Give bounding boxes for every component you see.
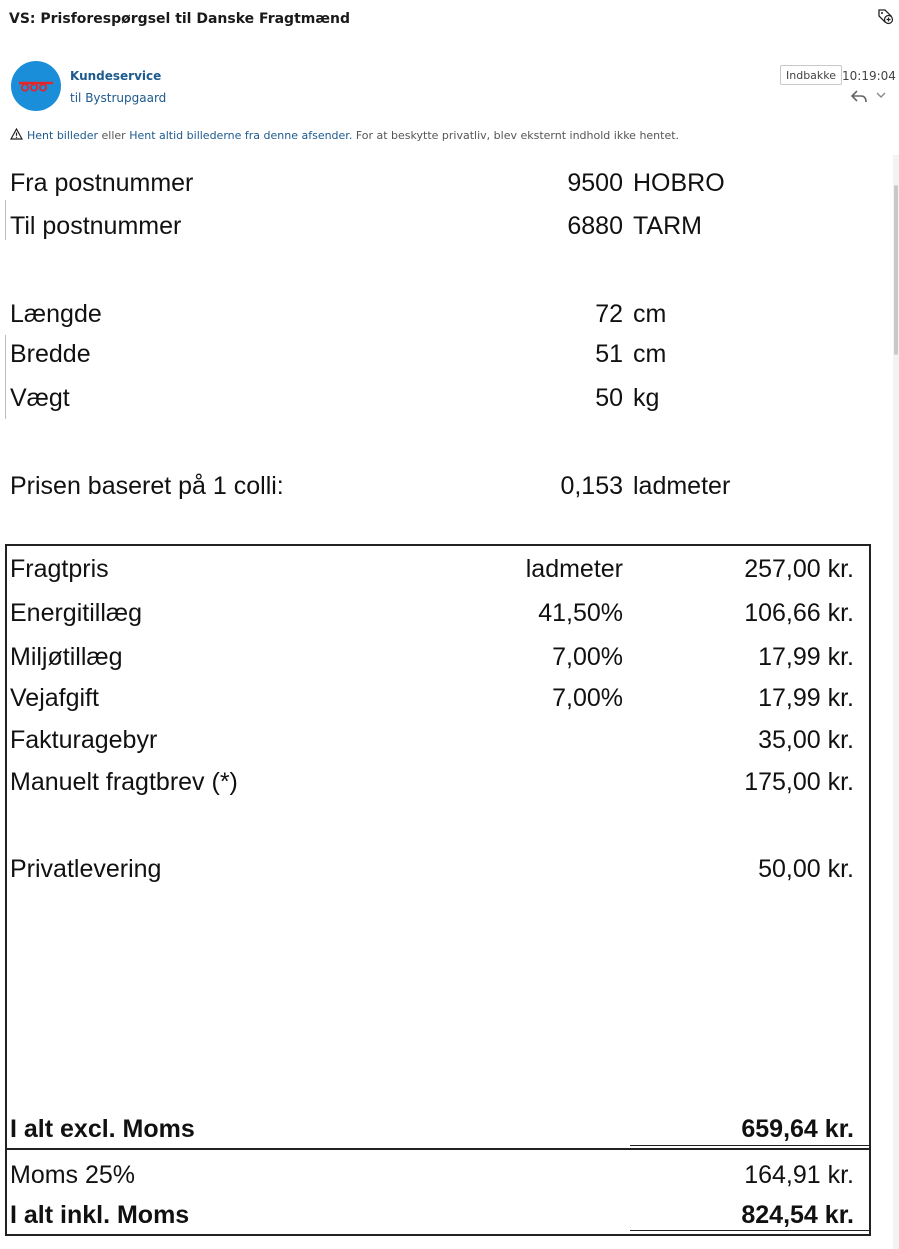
row-label: Fakturagebyr	[10, 726, 158, 754]
company-logo-icon	[16, 79, 56, 93]
chevron-down-icon[interactable]	[875, 90, 887, 100]
sender-avatar[interactable]	[11, 61, 61, 111]
total-double-underline	[630, 1230, 869, 1231]
recipient-line[interactable]: til Bystrupgaard	[70, 91, 167, 105]
row-label: Vejafgift	[10, 684, 99, 712]
cell-border	[5, 335, 6, 419]
width-label: Bredde	[10, 340, 91, 368]
total-amount: 824,54 kr.	[741, 1201, 854, 1229]
email-subject: VS: Prisforespørgsel til Danske Fragtmænd	[9, 11, 351, 27]
tag-add-icon[interactable]	[876, 7, 894, 25]
notice-text-privacy: For at beskytte privatliv, blev eksternt indhold ikke hentet.	[352, 129, 680, 142]
vat-amount: 164,91 kr.	[744, 1161, 854, 1189]
warning-icon	[10, 128, 23, 140]
length-label: Længde	[10, 300, 102, 328]
width-unit: cm	[633, 340, 667, 368]
row-label: Energitillæg	[10, 599, 143, 627]
load-images-link[interactable]: Hent billeder	[27, 129, 99, 142]
row-rate: 7,00%	[552, 684, 623, 712]
price-basis-value: 0,153	[560, 472, 623, 500]
from-label: Fra postnummer	[10, 169, 194, 197]
scrollbar[interactable]	[893, 155, 899, 1249]
sender-name[interactable]: Kundeservice	[70, 69, 162, 83]
row-amount: 257,00 kr.	[744, 555, 854, 583]
always-load-images-link[interactable]: Hent altid billederne fra denne afsender.	[129, 129, 353, 142]
row-label: Privatlevering	[10, 855, 162, 883]
row-label: Fragtpris	[10, 555, 109, 583]
row-rate: 7,00%	[552, 643, 623, 671]
width-value: 51	[595, 340, 623, 368]
price-basis-label: Prisen baseret på 1 colli:	[10, 472, 284, 500]
row-rate: 41,50%	[538, 599, 623, 627]
weight-label: Vægt	[10, 384, 70, 412]
subtotal-amount: 659,64 kr.	[741, 1115, 854, 1143]
external-content-notice	[10, 128, 679, 142]
length-unit: cm	[633, 300, 667, 328]
folder-badge[interactable]: Indbakke	[780, 65, 842, 85]
notice-text-or: eller	[98, 129, 130, 142]
row-amount: 17,99 kr.	[758, 643, 854, 671]
row-amount: 175,00 kr.	[744, 768, 854, 796]
subtotal-double-underline	[630, 1145, 869, 1146]
weight-value: 50	[595, 384, 623, 412]
reply-icon[interactable]	[850, 89, 868, 103]
to-city: TARM	[633, 212, 702, 240]
row-amount: 50,00 kr.	[758, 855, 854, 883]
length-value: 72	[595, 300, 623, 328]
to-label: Til postnummer	[10, 212, 182, 240]
row-label: Miljøtillæg	[10, 643, 123, 671]
row-amount: 35,00 kr.	[758, 726, 854, 754]
total-label: I alt inkl. Moms	[10, 1201, 190, 1229]
to-zip: 6880	[567, 212, 623, 240]
price-basis-unit: ladmeter	[633, 472, 731, 500]
row-amount: 106,66 kr.	[744, 599, 854, 627]
from-zip: 9500	[567, 169, 623, 197]
subtotal-label: I alt excl. Moms	[10, 1115, 195, 1143]
row-rate: ladmeter	[525, 555, 623, 583]
received-time: 10:19:04	[842, 69, 896, 83]
subtotal-divider	[5, 1148, 871, 1150]
row-label: Manuelt fragtbrev (*)	[10, 768, 238, 796]
scrollbar-thumb[interactable]	[894, 185, 898, 355]
vat-label: Moms 25%	[10, 1161, 136, 1189]
weight-unit: kg	[633, 384, 660, 412]
from-city: HOBRO	[633, 169, 725, 197]
row-amount: 17,99 kr.	[758, 684, 854, 712]
cell-border	[5, 200, 6, 240]
